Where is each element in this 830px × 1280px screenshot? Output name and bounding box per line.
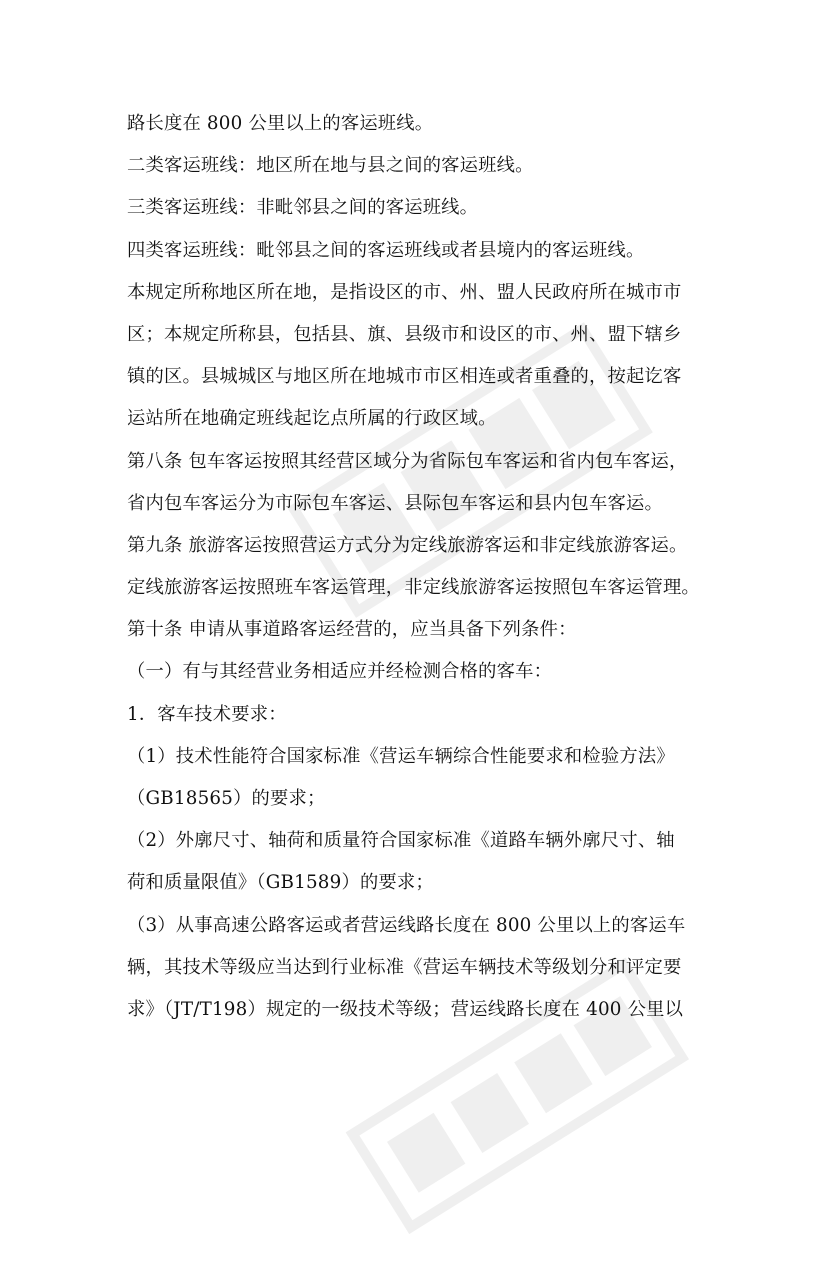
- text-line: 辆，其技术等级应当达到行业标准《营运车辆技术等级划分和评定要: [127, 956, 682, 978]
- text-line: 区；本规定所称县，包括县、旗、县级市和设区的市、州、盟下辖乡: [127, 323, 682, 345]
- text-line: （2）外廓尺寸、轴荷和质量符合国家标准《道路车辆外廓尺寸、轴: [127, 830, 675, 852]
- text-line: 求》（JT/T198）规定的一级技术等级；营运线路长度在 400 公里以: [127, 998, 684, 1020]
- text-line: 定线旅游客运按照班车客运管理，非定线旅游客运按照包车客运管理。: [127, 577, 700, 599]
- text-line: （GB18565）的要求；: [127, 788, 326, 809]
- text-line: 第八条 包车客运按照其经营区域分为省际包车客运和省内包车客运，: [127, 450, 688, 472]
- text-line: 运站所在地确定班线起讫点所属的行政区域。: [127, 408, 497, 430]
- text-line: 二类客运班线：地区所在地与县之间的客运班线。: [127, 155, 534, 177]
- text-line: 四类客运班线：毗邻县之间的客运班线或者县境内的客运班线。: [127, 239, 645, 261]
- text-line: 第十条 申请从事道路客运经营的，应当具备下列条件：: [127, 619, 577, 641]
- text-line: 本规定所称地区所在地，是指设区的市、州、盟人民政府所在城市市: [127, 281, 682, 303]
- text-line: 第九条 旅游客运按照营运方式分为定线旅游客运和非定线旅游客运。: [127, 534, 688, 556]
- text-line: （一）有与其经营业务相适应并经检测合格的客车：: [127, 661, 553, 683]
- text-line: 省内包车客运分为市际包车客运、县际包车客运和县内包车客运。: [127, 492, 663, 514]
- document-body: [127, 108, 727, 1036]
- text-line: （3）从事高速公路客运或者营运线路长度在 800 公里以上的客运车: [127, 914, 686, 936]
- text-line: 三类客运班线：非毗邻县之间的客运班线。: [127, 197, 479, 219]
- text-line: 路长度在 800 公里以上的客运班线。: [127, 113, 434, 134]
- text-line: 荷和质量限值》（GB1589）的要求；: [127, 872, 434, 894]
- text-line: （1）技术性能符合国家标准《营运车辆综合性能要求和检验方法》: [127, 745, 675, 767]
- text-line: 1．客车技术要求：: [127, 703, 287, 725]
- text-line: 镇的区。县城城区与地区所在地城市市区相连或者重叠的，按起讫客: [127, 366, 682, 388]
